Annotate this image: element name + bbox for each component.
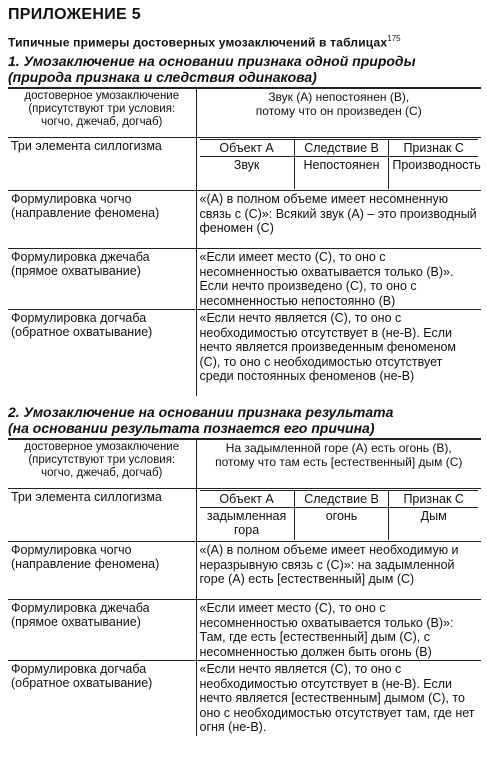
col-sign: Признак С xyxy=(389,140,478,157)
syllogism-grid xyxy=(200,490,479,540)
syllogism-label: Три элемента силлогизма xyxy=(8,138,196,191)
table-row xyxy=(8,489,481,542)
table-row xyxy=(8,600,481,661)
thesis-line1: Звук (А) непостоянен (В), xyxy=(268,90,410,105)
dogchab-text: «Если нечто является (С), то оно с необходимостью отсутствует в (не-В). Если нечто является [естественным] дымом (С), то оно с необходимостью отсутствует там, где нет огня (не-В). xyxy=(196,661,481,736)
chogcho-text: «(А) в полном объеме имеет необходимую и неразрывную связь с (С)»: на задымленной горе (А) есть [естественный] дым (С) xyxy=(196,542,481,600)
appendix-title: ПРИЛОЖЕНИЕ 5 xyxy=(8,6,141,23)
dogchab-text: «Если нечто является (С), то оно с необходимостью отсутствует в (не-В). Если нечто является произведенным феноменом (С), то оно с необходимостью отсутствует среди постоянных феноменов (не-В) xyxy=(196,310,481,397)
reliable-label: достоверное умозаключение (присутствуют три условия: чогчо, джечаб, догчаб) xyxy=(8,439,196,489)
page xyxy=(0,5,487,778)
table-row xyxy=(8,138,481,191)
jechab-label: Формулировка джечаба (прямое охватывание) xyxy=(8,600,196,661)
val-sign: Дым xyxy=(389,508,478,541)
syllogism-label: Три элемента силлогизма xyxy=(8,489,196,542)
syllogism-elements xyxy=(196,489,481,542)
section-1-table xyxy=(8,87,481,396)
val-consequence: огонь xyxy=(294,508,389,541)
chogcho-label: Формулировка чогчо (направление феномена) xyxy=(8,191,196,249)
section-1-title-line2: (природа признака и следствия одинакова) xyxy=(8,69,317,86)
thesis xyxy=(196,88,481,138)
syllogism-grid xyxy=(200,139,479,189)
jechab-label: Формулировка джечаба (прямое охватывание) xyxy=(8,249,196,310)
footnote-marker: 175 xyxy=(387,34,401,43)
col-consequence: Следствие В xyxy=(294,140,389,157)
section-1-title-line1: 1. Умозаключение на основании признака одной природы xyxy=(8,53,416,70)
thesis-line2: потому что там есть [естественный] дым (С) xyxy=(215,455,463,470)
table-row xyxy=(8,661,481,736)
reliable-label: достоверное умозаключение (присутствуют три условия: чогчо, джечаб, догчаб) xyxy=(8,88,196,138)
section-2-table xyxy=(8,438,481,736)
document-title xyxy=(8,31,481,50)
chogcho-text: «(А) в полном объеме имеет несомненную связь с (С)»: Всякий звук (А) – это производный феномен (С) xyxy=(196,191,481,249)
document-title-text: Типичные примеры достоверных умозаключений в таблицах xyxy=(8,35,388,50)
table-row xyxy=(8,542,481,600)
section-2-title xyxy=(8,404,481,436)
dogchab-label: Формулировка догчаба (обратное охватывание) xyxy=(8,310,196,397)
thesis-line2: потому что он произведен (С) xyxy=(255,104,422,119)
col-object: Объект А xyxy=(200,491,295,508)
col-object: Объект А xyxy=(200,140,295,157)
val-consequence: Непостоянен xyxy=(294,157,389,190)
section-2-title-line1: 2. Умозаключение на основании признака результата xyxy=(8,404,394,421)
syllogism-elements xyxy=(196,138,481,191)
table-row xyxy=(8,191,481,249)
val-object: задымленная гора xyxy=(200,508,295,541)
val-sign: Производность xyxy=(389,157,478,190)
jechab-text: «Если имеет место (С), то оно с несомненностью охватывается только (В)»: Там, где есть [естественный] дым (С), с несомненностью должен быть огонь (В) xyxy=(196,600,481,661)
thesis xyxy=(196,439,481,489)
section-2-title-line2: (на основании результата познается его причина) xyxy=(8,420,375,437)
col-sign: Признак С xyxy=(389,491,478,508)
table-row xyxy=(8,310,481,397)
table-row xyxy=(8,88,481,138)
dogchab-label: Формулировка догчаба (обратное охватывание) xyxy=(8,661,196,736)
col-consequence: Следствие В xyxy=(294,491,389,508)
section-1-title xyxy=(8,53,481,85)
table-row xyxy=(8,439,481,489)
chogcho-label: Формулировка чогчо (направление феномена) xyxy=(8,542,196,600)
table-row xyxy=(8,249,481,310)
jechab-text: «Если имеет место (С), то оно с несомненностью охватывается только (В)». Если нечто произведено (С), то оно с несомненностью непостоянно (В) xyxy=(196,249,481,310)
thesis-line1: На задымленной горе (А) есть огонь (В), xyxy=(225,441,452,456)
val-object: Звук xyxy=(200,157,295,190)
